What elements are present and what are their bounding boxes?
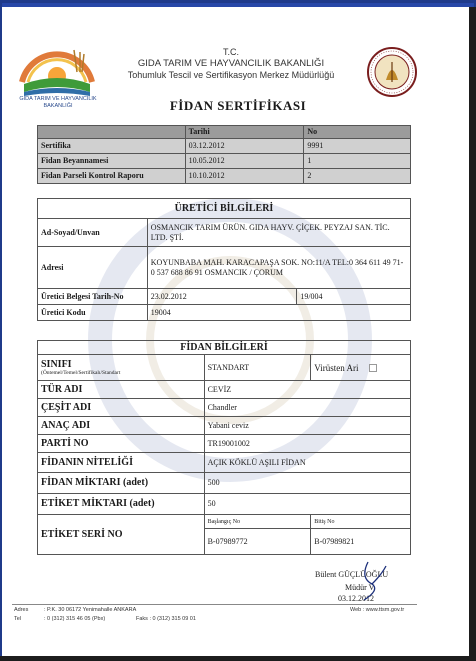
footer-web-link[interactable]: Web : www.ttsm.gov.tr	[350, 607, 405, 613]
lot-label: PARTİ NO	[38, 435, 205, 453]
signer-title: Müdür V.	[345, 583, 376, 592]
bottom-shadow	[0, 656, 476, 661]
logo-caption: GIDA TARIM VE HAYVANCILIK BAKANLIĞI	[19, 96, 97, 109]
address-value: KOYUNBABA MAH. KARACAPAŞA SOK. NO:11/A TEL:0 364 611 49 71-0 537 688 86 91 OSMANCIK / ÇORUM	[147, 247, 410, 289]
label-amount-label: ETİKET MİKTARI (adet)	[38, 494, 205, 515]
virus-label: Virüsten Ari	[314, 362, 359, 373]
row-no: 9991	[304, 139, 411, 154]
row-label: Sertifika	[38, 139, 186, 154]
header-blank-cell	[38, 126, 186, 139]
row-no: 2	[304, 169, 411, 184]
sapling-heading: FİDAN BİLGİLERİ	[38, 341, 411, 355]
row-date: 03.12.2012	[185, 139, 304, 154]
footer-tel-value: : 0 (312) 315 46 05 (Pbx)	[44, 616, 106, 622]
species-label: TÜR ADI	[38, 381, 205, 399]
table-row	[38, 139, 411, 154]
amount-label: FİDAN MİKTARI (adet)	[38, 473, 205, 494]
rootstock-value: Yabani ceviz	[204, 417, 410, 435]
producer-table	[37, 198, 411, 321]
name-label: Ad-Soyad/Unvan	[38, 219, 148, 247]
row-date: 10.05.2012	[185, 154, 304, 169]
signer-name: Bülent GÜÇLÜOĞLU	[315, 570, 389, 579]
table-row	[38, 154, 411, 169]
serial-start-value: B-07989772	[204, 529, 311, 555]
class-label: SINIFI	[41, 358, 72, 370]
footer-addr-label: Adres	[14, 607, 29, 613]
table-row	[38, 169, 411, 184]
producer-code-label: Üretici Kodu	[38, 305, 148, 321]
signature-date: 03.12.2012	[338, 594, 374, 603]
address-label: Adresi	[38, 247, 148, 289]
row-label: Fidan Parseli Kontrol Raporu	[38, 169, 186, 184]
amount-value: 500	[204, 473, 410, 494]
class-value: STANDART	[204, 355, 311, 381]
header-directorate: Tohumluk Tescil ve Sertifikasyon Merkez Müdürlüğü	[127, 70, 335, 80]
quality-label: FİDANIN NİTELİĞİ	[38, 453, 205, 473]
header-ministry: GIDA TARIM VE HAYVANCILIK BAKANLIĞI	[137, 58, 325, 69]
class-label-cell	[38, 355, 205, 381]
producer-heading: ÜRETİCİ BİLGİLERİ	[38, 199, 411, 219]
producer-code-value: 19004	[147, 305, 410, 321]
sapling-table	[37, 340, 411, 555]
document-table	[37, 125, 411, 184]
footer-tel-label: Tel	[14, 616, 22, 622]
virus-cell	[311, 355, 411, 381]
row-no: 1	[304, 154, 411, 169]
variety-value: Chandler	[204, 399, 410, 417]
ministry-logo-icon	[14, 32, 100, 100]
rootstock-label: ANAÇ ADI	[38, 417, 205, 435]
producer-doc-no: 19/004	[297, 289, 411, 305]
name-value: OSMANCIK TARIM ÜRÜN. GIDA HAYV. ÇİÇEK. PEYZAJ SAN. TİC. LTD. ŞTİ.	[147, 219, 410, 247]
serial-end-label: Bitiş No	[311, 515, 411, 529]
producer-doc-label: Üretici Belgesi Tarih-No	[38, 289, 148, 305]
header-republic: T.C.	[222, 47, 239, 57]
footer-divider	[12, 604, 417, 605]
producer-doc-date: 23.02.2012	[147, 289, 297, 305]
class-sublabel: (Öntemel/Temel/Sertifikalı/Standart	[41, 369, 121, 376]
quality-value: AÇIK KÖKLÜ AŞILI FİDAN	[204, 453, 410, 473]
directorate-seal-icon	[366, 46, 418, 98]
signature-scribble-icon	[350, 560, 390, 604]
row-label: Fidan Beyannamesi	[38, 154, 186, 169]
col-date-header: Tarihi	[185, 126, 304, 139]
lot-value: TR19001002	[204, 435, 410, 453]
species-value: CEVİZ	[204, 381, 410, 399]
row-date: 10.10.2012	[185, 169, 304, 184]
label-amount-value: 50	[204, 494, 410, 515]
footer-addr-value: : P.K. 30 06172 Yenimahalle ANKARA	[44, 607, 137, 613]
virus-checkbox[interactable]	[369, 364, 377, 372]
right-shadow	[469, 7, 476, 661]
col-no-header: No	[304, 126, 411, 139]
footer-fax-value: Faks : 0 (312) 315 09 01	[136, 616, 196, 622]
serial-end-value: B-07989821	[311, 529, 411, 555]
page-title: FİDAN SERTİFİKASI	[169, 98, 307, 113]
serial-start-label: Başlangıç No	[204, 515, 311, 529]
serial-label: ETİKET SERİ NO	[38, 515, 205, 555]
variety-label: ÇEŞİT ADI	[38, 399, 205, 417]
